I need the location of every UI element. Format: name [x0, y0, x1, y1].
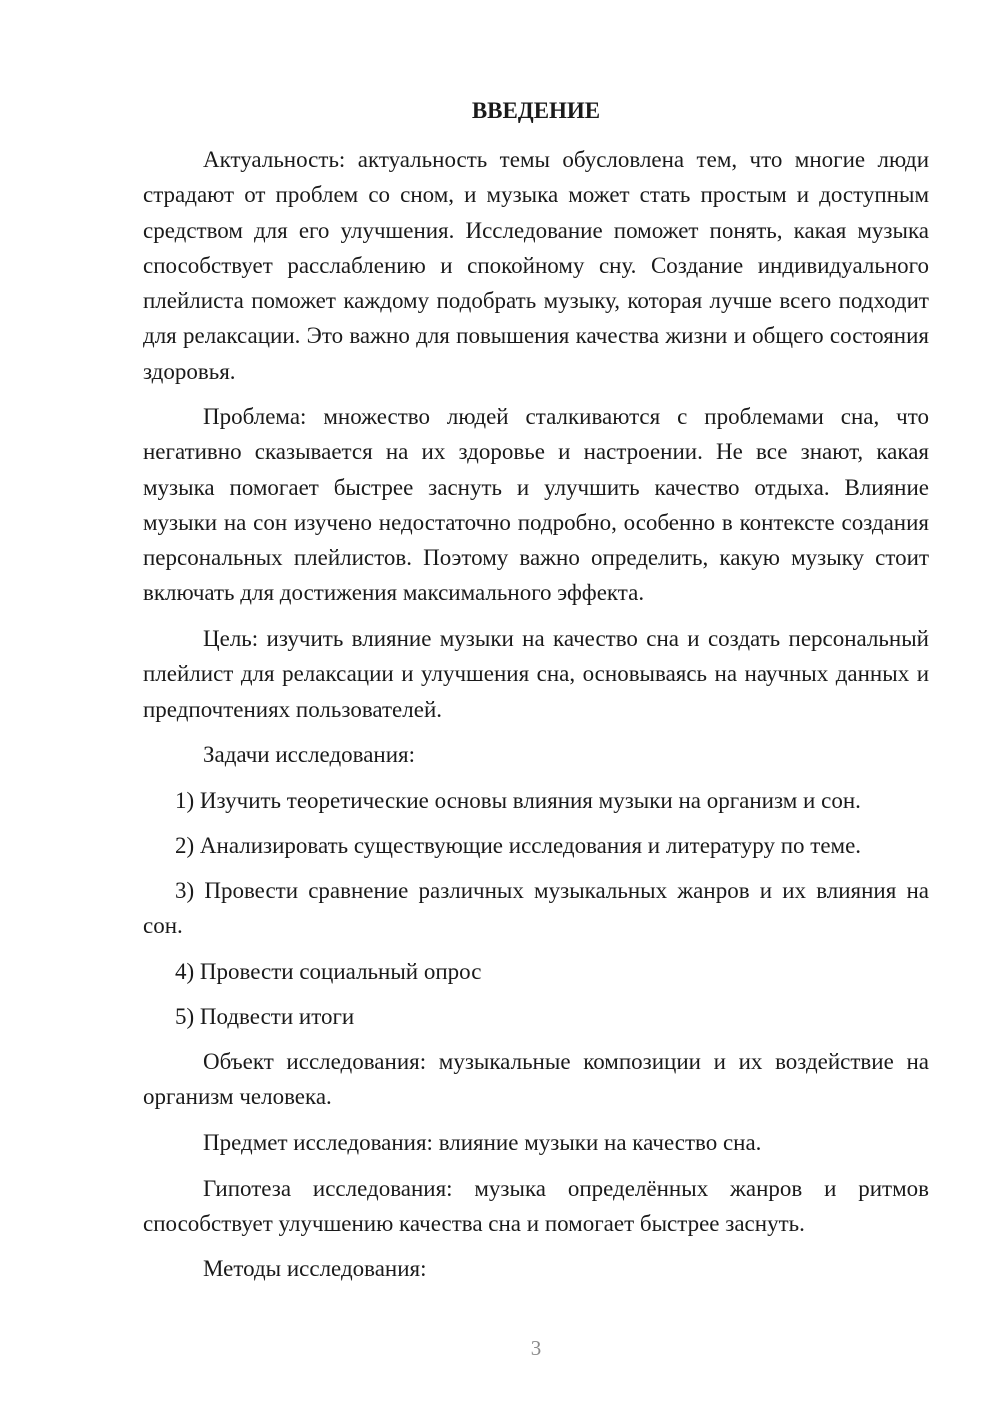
problem-paragraph: Проблема: множество людей сталкиваются с проблемами сна, что негативно сказывается на их здоровье и настроении. Не все знают, какая музыка помогает быстрее заснуть и улучшить качество отдыха. Влияние музыки на сон изучено недостаточно подробно, особенно в контексте создания персональных плейлистов. Поэтому важно определить, какую музыку стоит включать для достижения максимального эффекта.	[143, 404, 929, 606]
hypothesis-paragraph: Гипотеза исследования: музыка определённых жанров и ритмов способствует улучшению качества сна и помогает быстрее заснуть.	[143, 1176, 929, 1237]
task-item-4: 4) Провести социальный опрос	[175, 959, 482, 984]
relevance-paragraph: Актуальность: актуальность темы обусловлена тем, что многие люди страдают от проблем со сном, и музыка может стать простым и доступным средством для его улучшения. Исследование поможет понять, какая музыка способствует расслаблению и спокойному сну. Создание индивидуального плейлиста поможет каждому подобрать музыку, которая лучше всего подходит для релаксации. Это важно для повышения качества жизни и общего состояния здоровья.	[143, 147, 929, 384]
task-item-5: 5) Подвести итоги	[175, 1004, 355, 1029]
tasks-heading: Задачи исследования:	[203, 742, 416, 767]
task-item-3: 3) Провести сравнение различных музыкальных жанров и их влияния на сон.	[143, 878, 929, 939]
subject-paragraph: Предмет исследования: влияние музыки на качество сна.	[203, 1130, 762, 1155]
task-item-1: 1) Изучить теоретические основы влияния музыки на организм и сон.	[175, 788, 861, 813]
page-title: ВВЕДЕНИЕ	[471, 98, 601, 123]
page-number: 3	[530, 1336, 542, 1360]
object-paragraph: Объект исследования: музыкальные композиции и их воздействие на организм человека.	[143, 1049, 929, 1110]
task-item-2: 2) Анализировать существующие исследования и литературу по теме.	[175, 833, 862, 858]
methods-heading: Методы исследования:	[203, 1256, 427, 1281]
goal-paragraph: Цель: изучить влияние музыки на качество сна и создать персональный плейлист для релаксации и улучшения сна, основываясь на научных данных и предпочтениях пользователей.	[143, 626, 929, 722]
